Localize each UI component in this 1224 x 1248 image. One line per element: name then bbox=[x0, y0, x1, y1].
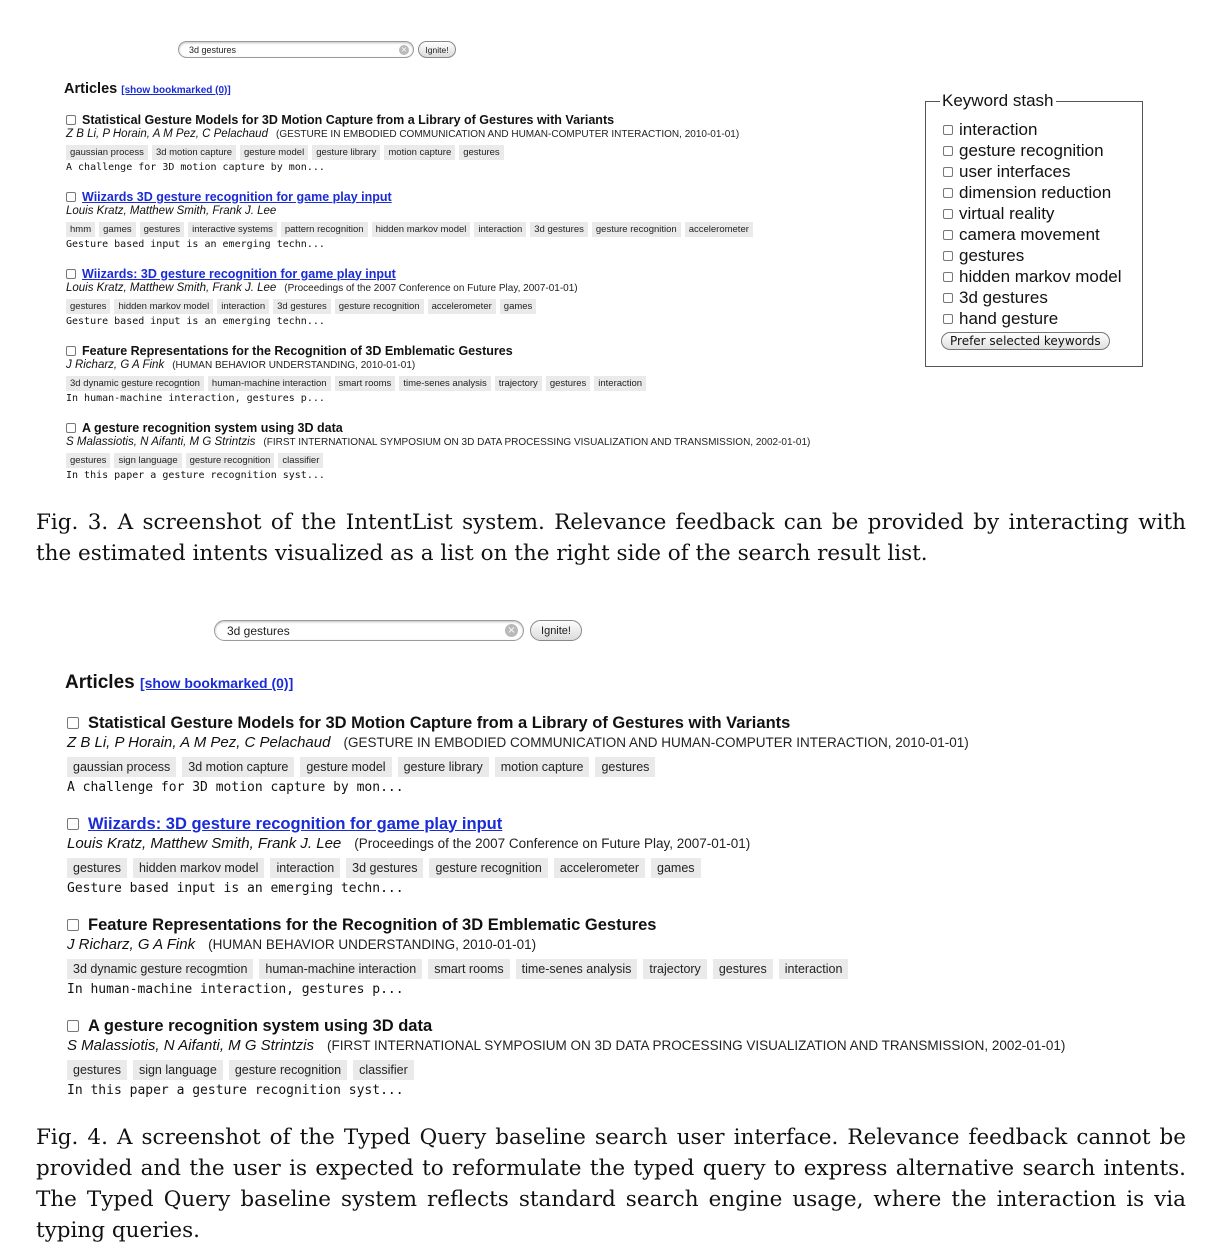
keyword-tag[interactable]: gesture recognition bbox=[335, 299, 424, 314]
keyword-label: interaction bbox=[959, 119, 1038, 139]
keyword-option[interactable] bbox=[943, 203, 1122, 224]
search-input[interactable] bbox=[178, 41, 414, 58]
result-snippet: Gesture based input is an emerging techn... bbox=[66, 316, 325, 327]
keyword-label: gestures bbox=[959, 245, 1025, 265]
result-title-link[interactable]: Wiizards: 3D gesture recognition for game play input bbox=[88, 814, 503, 833]
result-title bbox=[66, 111, 739, 128]
keyword-tag[interactable]: gestures bbox=[459, 145, 503, 160]
result-venue: (Proceedings of the 2007 Conference on Future Play, 2007-01-01) bbox=[354, 836, 751, 851]
result-authors: S Malassiotis, N Aifanti, M G Strintzis bbox=[67, 1037, 315, 1054]
keyword-tags bbox=[66, 453, 810, 468]
keyword-tag[interactable]: human-machine interaction bbox=[208, 376, 331, 391]
keyword-tags bbox=[67, 1060, 1065, 1080]
result-byline bbox=[66, 359, 650, 375]
keyword-tag[interactable]: accelerometer bbox=[428, 299, 496, 314]
keyword-label: gesture recognition bbox=[959, 140, 1104, 160]
ignite-button[interactable]: Ignite! bbox=[530, 620, 582, 641]
result-title bbox=[66, 265, 578, 282]
keyword-option[interactable] bbox=[943, 140, 1122, 161]
keyword-tag[interactable]: gestures bbox=[140, 222, 184, 237]
keyword-tag[interactable]: games bbox=[99, 222, 136, 237]
result-snippet: Gesture based input is an emerging techn... bbox=[66, 239, 325, 250]
keyword-tag[interactable]: interaction bbox=[270, 858, 340, 878]
articles-heading bbox=[64, 81, 231, 97]
keyword-tag[interactable]: gesture recognition bbox=[592, 222, 681, 237]
result-item bbox=[67, 914, 854, 1001]
result-byline bbox=[67, 835, 750, 856]
keyword-checkbox[interactable] bbox=[943, 314, 953, 324]
keyword-tag[interactable]: smart rooms bbox=[335, 376, 396, 391]
result-title-text: Statistical Gesture Models for 3D Motion Capture from a Library of Gestures with Variants bbox=[82, 112, 615, 127]
keyword-tag[interactable]: trajectory bbox=[643, 959, 706, 979]
bookmark-checkbox[interactable] bbox=[66, 192, 76, 202]
result-byline bbox=[66, 128, 739, 144]
result-item bbox=[66, 265, 578, 330]
result-snippet: In this paper a gesture recognition syst... bbox=[67, 1083, 404, 1098]
result-title bbox=[66, 188, 757, 205]
keyword-tag[interactable]: gaussian process bbox=[67, 757, 176, 777]
keyword-tag[interactable]: gesture recognition bbox=[429, 858, 547, 878]
result-snippet: In this paper a gesture recognition syst... bbox=[66, 470, 325, 481]
keyword-label: hand gesture bbox=[959, 308, 1059, 328]
search-input[interactable] bbox=[214, 620, 524, 641]
result-title-text: Statistical Gesture Models for 3D Motion Capture from a Library of Gestures with Variants bbox=[88, 713, 791, 732]
keyword-checkbox[interactable] bbox=[943, 125, 953, 135]
result-item bbox=[67, 712, 969, 799]
result-item bbox=[66, 188, 757, 253]
bookmark-checkbox[interactable] bbox=[67, 919, 79, 931]
keyword-tag[interactable]: 3d dynamic gesture recogmtion bbox=[67, 959, 253, 979]
keyword-option[interactable] bbox=[943, 224, 1122, 245]
keyword-label: virtual reality bbox=[959, 203, 1055, 223]
bookmark-checkbox[interactable] bbox=[66, 346, 76, 356]
keyword-tags bbox=[66, 222, 757, 237]
ignite-button[interactable]: Ignite! bbox=[418, 41, 456, 58]
result-byline bbox=[67, 1037, 1065, 1058]
keyword-tag[interactable]: classifier bbox=[353, 1060, 414, 1080]
bookmark-checkbox[interactable] bbox=[66, 115, 76, 125]
keyword-tag[interactable]: gesture library bbox=[398, 757, 489, 777]
keyword-option[interactable] bbox=[943, 182, 1122, 203]
keyword-tag[interactable]: interaction bbox=[217, 299, 269, 314]
keyword-tag[interactable]: trajectory bbox=[495, 376, 542, 391]
figure-4 bbox=[0, 600, 1224, 1243]
result-authors: J Richarz, G A Fink bbox=[67, 936, 196, 953]
keyword-tags bbox=[67, 858, 750, 878]
keyword-tag[interactable]: gestures bbox=[66, 453, 110, 468]
bookmark-checkbox[interactable] bbox=[67, 1020, 79, 1032]
result-title-link[interactable]: Wiizards: 3D gesture recognition for game play input bbox=[82, 266, 396, 281]
result-item bbox=[67, 1015, 1065, 1102]
result-title-link[interactable]: Wiizards 3D gesture recognition for game play input bbox=[82, 189, 392, 204]
articles-label: Articles bbox=[64, 81, 118, 97]
keyword-tag[interactable]: sign language bbox=[133, 1060, 223, 1080]
result-venue: (Proceedings of the 2007 Conference on Future Play, 2007-01-01) bbox=[284, 283, 578, 294]
keyword-label: 3d gestures bbox=[959, 287, 1048, 307]
result-item bbox=[66, 419, 810, 484]
result-authors: Louis Kratz, Matthew Smith, Frank J. Lee bbox=[66, 282, 277, 294]
keyword-checkbox[interactable] bbox=[943, 293, 953, 303]
result-venue: (HUMAN BEHAVIOR UNDERSTANDING, 2010-01-01) bbox=[208, 937, 537, 952]
result-item bbox=[66, 111, 739, 176]
keyword-option[interactable] bbox=[943, 287, 1122, 308]
keyword-tag[interactable]: gestures bbox=[595, 757, 655, 777]
keyword-tag[interactable]: sign language bbox=[114, 453, 181, 468]
keyword-tag[interactable]: gesture recognition bbox=[186, 453, 275, 468]
clear-search-icon[interactable]: × bbox=[400, 45, 408, 54]
figure-3-caption: Fig. 3. A screenshot of the IntentList system. Relevance feedback can be provided by interacting with the estimated intents visualized as a list on the right side of the search result list. bbox=[36, 510, 1186, 566]
result-authors: Louis Kratz, Matthew Smith, Frank J. Lee bbox=[66, 205, 277, 217]
prefer-selected-keywords-button[interactable]: Prefer selected keywords bbox=[941, 332, 1110, 350]
result-authors: Z B Li, P Horain, A M Pez, C Pelachaud bbox=[66, 128, 268, 140]
result-title bbox=[67, 813, 750, 835]
keyword-tag[interactable]: games bbox=[651, 858, 701, 878]
result-authors: Z B Li, P Horain, A M Pez, C Pelachaud bbox=[67, 734, 331, 751]
result-title bbox=[66, 419, 810, 436]
bookmark-checkbox[interactable] bbox=[67, 818, 79, 830]
keyword-tag[interactable]: gestures bbox=[67, 1060, 127, 1080]
result-snippet: In human-machine interaction, gestures p... bbox=[66, 393, 325, 404]
keyword-label: hidden markov model bbox=[959, 266, 1122, 286]
keyword-tag[interactable]: pattern recognition bbox=[281, 222, 368, 237]
articles-heading bbox=[65, 672, 293, 694]
result-item bbox=[66, 342, 650, 407]
result-snippet: Gesture based input is an emerging techn... bbox=[67, 881, 404, 896]
keyword-tag[interactable]: 3d gestures bbox=[346, 858, 423, 878]
search-query-text: 3d gestures bbox=[227, 623, 290, 638]
keyword-label: dimension reduction bbox=[959, 182, 1112, 202]
keyword-tag[interactable]: smart rooms bbox=[428, 959, 509, 979]
result-title bbox=[67, 1015, 1065, 1037]
result-title bbox=[67, 914, 854, 936]
keyword-tag[interactable]: interactive systems bbox=[188, 222, 277, 237]
result-title-text: A gesture recognition system using 3D data bbox=[82, 420, 343, 435]
keyword-tags bbox=[66, 376, 650, 391]
keyword-tag[interactable]: gestures bbox=[713, 959, 773, 979]
keyword-checkbox[interactable] bbox=[943, 230, 953, 240]
keyword-tags bbox=[66, 145, 739, 160]
keyword-tag[interactable]: time-senes analysis bbox=[399, 376, 490, 391]
result-byline bbox=[67, 734, 969, 755]
keyword-checkbox[interactable] bbox=[943, 188, 953, 198]
result-venue: (GESTURE IN EMBODIED COMMUNICATION AND HUMAN-COMPUTER INTERACTION, 2010-01-01) bbox=[275, 129, 740, 140]
keyword-tag[interactable]: 3d gestures bbox=[530, 222, 588, 237]
keyword-tag[interactable]: accelerometer bbox=[685, 222, 753, 237]
result-snippet: A challenge for 3D motion capture by mon... bbox=[66, 162, 325, 173]
keyword-checkbox[interactable] bbox=[943, 209, 953, 219]
keyword-tag[interactable]: interaction bbox=[779, 959, 849, 979]
result-venue: (FIRST INTERNATIONAL SYMPOSIUM ON 3D DATA PROCESSING VISUALIZATION AND TRANSMISSION, 2002-01-01) bbox=[327, 1038, 1066, 1053]
keyword-option[interactable] bbox=[943, 308, 1122, 329]
show-bookmarked-link[interactable]: [show bookmarked (0)] bbox=[139, 675, 294, 691]
keyword-option[interactable] bbox=[943, 266, 1122, 287]
keyword-tags bbox=[67, 757, 969, 777]
keyword-tag[interactable]: gesture library bbox=[312, 145, 380, 160]
keyword-tag[interactable]: classifier bbox=[278, 453, 323, 468]
result-byline bbox=[66, 282, 578, 298]
keyword-checkbox[interactable] bbox=[943, 272, 953, 282]
keyword-checkbox[interactable] bbox=[943, 167, 953, 177]
keyword-tag[interactable]: gesture model bbox=[240, 145, 308, 160]
result-venue: (FIRST INTERNATIONAL SYMPOSIUM ON 3D DATA PROCESSING VISUALIZATION AND TRANSMISSION, 2002-01-01) bbox=[263, 437, 811, 448]
search-bar bbox=[178, 41, 456, 58]
keyword-tag[interactable]: motion capture bbox=[384, 145, 455, 160]
keyword-option[interactable] bbox=[943, 119, 1122, 140]
keyword-tag[interactable]: gestures bbox=[67, 858, 127, 878]
keyword-tag[interactable]: hidden markov model bbox=[114, 299, 213, 314]
keyword-list bbox=[943, 119, 1122, 329]
keyword-tag[interactable]: 3d dynamic gesture recogntion bbox=[66, 376, 204, 391]
result-snippet: In human-machine interaction, gestures p... bbox=[67, 982, 404, 997]
result-byline bbox=[66, 436, 810, 452]
result-authors: S Malassiotis, N Aifanti, M G Strintzis bbox=[66, 436, 256, 448]
keyword-tag[interactable]: gestures bbox=[546, 376, 590, 391]
keyword-tag[interactable]: interaction bbox=[474, 222, 526, 237]
result-byline bbox=[66, 205, 757, 221]
keyword-tag[interactable]: accelerometer bbox=[554, 858, 645, 878]
figure-4-caption: Fig. 4. A screenshot of the Typed Query baseline search user interface. Relevance feedback cannot be provided and the user is expected to reformulate the typed query to express alternative search intents. The Typed Query baseline system reflects standard search engine usage, where the interaction is via typing queries. bbox=[36, 1125, 1186, 1243]
keyword-label: user interfaces bbox=[959, 161, 1071, 181]
bookmark-checkbox[interactable] bbox=[66, 423, 76, 433]
result-snippet: A challenge for 3D motion capture by mon... bbox=[67, 780, 404, 795]
keyword-tag[interactable]: time-senes analysis bbox=[516, 959, 638, 979]
keyword-tags bbox=[66, 299, 578, 314]
keyword-tag[interactable]: gesture model bbox=[300, 757, 391, 777]
keyword-option[interactable] bbox=[943, 245, 1122, 266]
clear-search-icon[interactable]: × bbox=[505, 624, 518, 637]
keyword-tags bbox=[67, 959, 854, 979]
keyword-checkbox[interactable] bbox=[943, 251, 953, 261]
keyword-tag[interactable]: 3d motion capture bbox=[182, 757, 294, 777]
result-authors: Louis Kratz, Matthew Smith, Frank J. Lee bbox=[67, 835, 342, 852]
keyword-tag[interactable]: motion capture bbox=[495, 757, 590, 777]
keyword-label: camera movement bbox=[959, 224, 1100, 244]
result-title-text: Feature Representations for the Recognition of 3D Emblematic Gestures bbox=[88, 915, 657, 934]
keyword-tag[interactable]: 3d gestures bbox=[273, 299, 331, 314]
bookmark-checkbox[interactable] bbox=[66, 269, 76, 279]
result-title bbox=[66, 342, 650, 359]
articles-label: Articles bbox=[65, 672, 135, 693]
keyword-tag[interactable]: interaction bbox=[594, 376, 646, 391]
keyword-tag[interactable]: gestures bbox=[66, 299, 110, 314]
result-byline bbox=[67, 936, 854, 957]
result-item bbox=[67, 813, 750, 900]
search-query-text: 3d gestures bbox=[189, 44, 237, 55]
keyword-tag[interactable]: human-machine interaction bbox=[259, 959, 422, 979]
result-title-text: Feature Representations for the Recognition of 3D Emblematic Gestures bbox=[82, 343, 513, 358]
show-bookmarked-link[interactable]: [show bookmarked (0)] bbox=[121, 85, 231, 96]
keyword-tag[interactable]: hidden markov model bbox=[372, 222, 471, 237]
keyword-tag[interactable]: hidden markov model bbox=[133, 858, 265, 878]
keyword-option[interactable] bbox=[943, 161, 1122, 182]
keyword-stash bbox=[925, 91, 1143, 367]
keyword-tag[interactable]: hmm bbox=[66, 222, 95, 237]
keyword-stash-legend: Keyword stash bbox=[942, 91, 1054, 110]
keyword-tag[interactable]: 3d motion capture bbox=[152, 145, 236, 160]
keyword-tag[interactable]: gaussian process bbox=[66, 145, 148, 160]
result-venue: (GESTURE IN EMBODIED COMMUNICATION AND HUMAN-COMPUTER INTERACTION, 2010-01-01) bbox=[343, 735, 969, 750]
keyword-tag[interactable]: gesture recognition bbox=[229, 1060, 347, 1080]
result-title bbox=[67, 712, 969, 734]
result-authors: J Richarz, G A Fink bbox=[66, 359, 165, 371]
bookmark-checkbox[interactable] bbox=[67, 717, 79, 729]
search-bar bbox=[214, 620, 582, 641]
result-venue: (HUMAN BEHAVIOR UNDERSTANDING, 2010-01-01) bbox=[172, 360, 416, 371]
keyword-tag[interactable]: games bbox=[500, 299, 537, 314]
figure-3 bbox=[0, 0, 1224, 580]
keyword-checkbox[interactable] bbox=[943, 146, 953, 156]
result-title-text: A gesture recognition system using 3D data bbox=[88, 1016, 433, 1035]
